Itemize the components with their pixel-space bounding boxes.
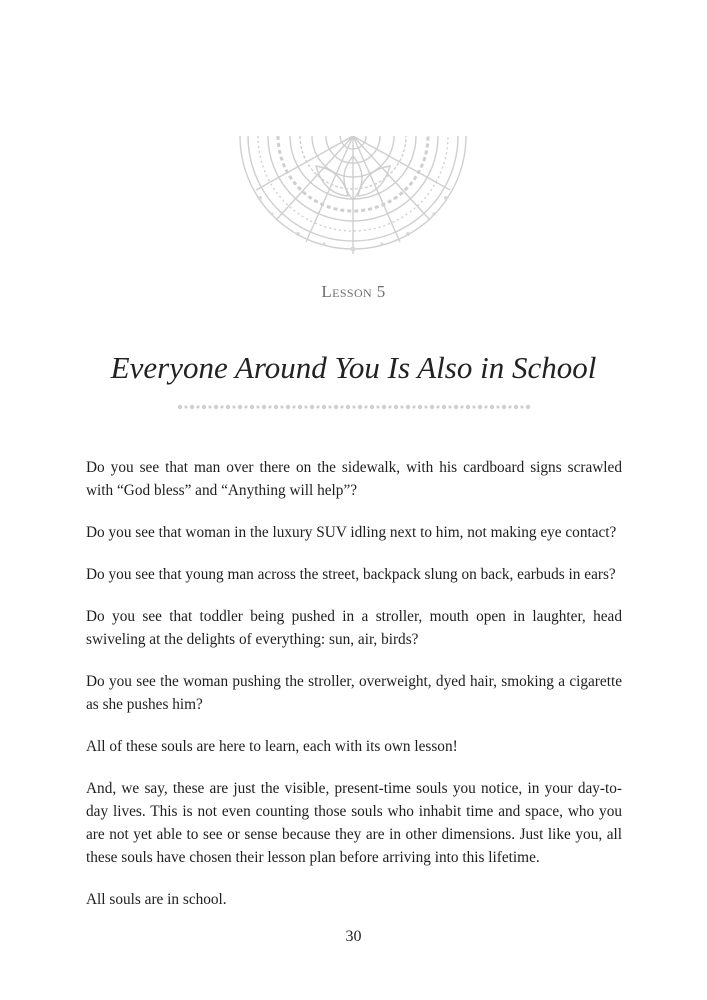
divider-dot — [178, 405, 182, 409]
paragraph: Do you see the woman pushing the stroller, overweight, dyed hair, smoking a cigarette as she pushes him? — [86, 673, 622, 713]
divider-dot — [292, 405, 295, 408]
divider-dot — [298, 405, 302, 409]
divider-dot — [418, 405, 422, 409]
mandala-ornament-icon — [236, 136, 470, 254]
divider-dot — [502, 405, 506, 409]
divider-dot — [232, 405, 235, 408]
divider-dot — [184, 405, 187, 408]
divider-dot — [442, 405, 446, 409]
divider-dot — [466, 405, 470, 409]
divider-dot — [526, 405, 530, 409]
divider-dot — [316, 405, 319, 408]
divider-dot — [202, 405, 206, 409]
divider-dot — [454, 405, 458, 409]
divider-dot — [388, 405, 391, 408]
divider-dot — [310, 405, 314, 409]
divider-dot — [448, 405, 451, 408]
lesson-label: Lesson 5 — [321, 282, 386, 301]
divider-dot — [400, 405, 403, 408]
divider-dot — [496, 405, 499, 408]
divider-dot — [220, 405, 223, 408]
divider-dot — [322, 405, 326, 409]
divider-dot — [196, 405, 199, 408]
divider-dot — [268, 405, 271, 408]
divider-dot — [250, 405, 254, 409]
divider-dot — [334, 405, 338, 409]
page-number: 30 — [345, 928, 362, 945]
divider-dot — [328, 405, 331, 408]
body-text — [86, 456, 622, 930]
divider-dot — [424, 405, 427, 408]
paragraph: All souls are in school. — [86, 891, 227, 908]
divider-dot — [382, 405, 386, 409]
chapter-title: Everyone Around You Is Also in School — [110, 350, 597, 385]
divider-dot — [412, 405, 415, 408]
divider-dot — [430, 405, 434, 409]
paragraph: All of these souls are here to learn, each with its own lesson! — [86, 738, 458, 755]
divider-dot — [286, 405, 290, 409]
paragraph: Do you see that man over there on the sidewalk, with his cardboard signs scrawled with “God bless” and “Anything will help”? — [86, 459, 622, 499]
divider-dot — [436, 405, 439, 408]
divider-dot — [244, 405, 247, 408]
divider-dot — [346, 405, 350, 409]
divider-dot — [274, 405, 278, 409]
divider-dot — [226, 405, 230, 409]
divider-dot — [478, 405, 482, 409]
divider-dot — [484, 405, 487, 408]
divider-dot — [490, 405, 494, 409]
paragraph: Do you see that toddler being pushed in a stroller, mouth open in laughter, head swiveling at the delights of everything: sun, air, birds? — [86, 608, 622, 648]
divider-dot — [340, 405, 343, 408]
divider-dot — [256, 405, 259, 408]
divider-dot — [190, 405, 194, 409]
divider-dot — [304, 405, 307, 408]
divider-dot — [214, 405, 218, 409]
divider-dot — [370, 405, 374, 409]
divider-dot — [508, 405, 511, 408]
divider-dot — [262, 405, 266, 409]
paragraph: Do you see that woman in the luxury SUV idling next to him, not making eye contact? — [86, 524, 617, 541]
divider-dot — [238, 405, 242, 409]
divider-dot — [472, 405, 475, 408]
dotted-divider-icon — [177, 402, 531, 412]
divider-dot — [394, 405, 398, 409]
paragraph: And, we say, these are just the visible, present-time souls you notice, in your day-to-day lives. This is not even counting those souls who inhabit time and space, who you are not yet able to see or sense because they are in other dimensions. Just like you, all these souls have chosen their lesson plan before arriving into this lifetime. — [86, 780, 622, 866]
divider-dot — [376, 405, 379, 408]
divider-dot — [352, 405, 355, 408]
divider-dot — [514, 405, 518, 409]
divider-dot — [460, 405, 463, 408]
divider-dot — [520, 405, 523, 408]
divider-dot — [364, 405, 367, 408]
divider-dot — [208, 405, 211, 408]
paragraph: Do you see that young man across the street, backpack slung on back, earbuds in ears? — [86, 566, 616, 583]
divider-dot — [406, 405, 410, 409]
divider-dot — [280, 405, 283, 408]
divider-dot — [358, 405, 362, 409]
